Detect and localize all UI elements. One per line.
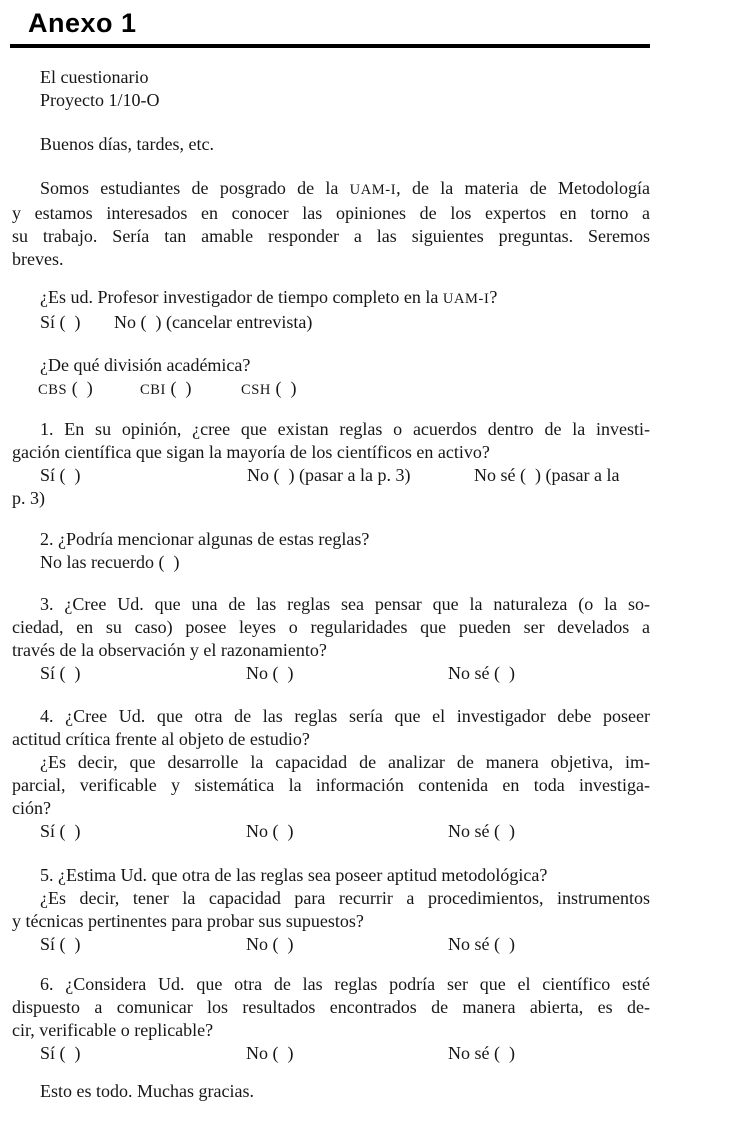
division-option-cbi [140,377,191,402]
screening-question [12,286,650,334]
question-3-answers [12,662,650,685]
question-5-sub-line-1: ¿Es decir, tener la capacidad para recurrir a procedimientos, instrumentos [40,888,650,908]
greeting-block [12,133,650,156]
question-2-answer: No las recuerdo ( ) [40,552,180,572]
intro-paragraph-line-3: su trabajo. Sería tan amable responder a las siguientes preguntas. Seremos [12,226,650,246]
question-6-line-1: 6. ¿Considera Ud. que otra de las reglas podría ser que el científico esté [40,974,650,994]
question-2 [12,528,650,574]
screening-question-text [12,286,650,311]
intro-line-2: Proyecto 1/10-O [40,90,160,110]
title-underline [10,44,650,48]
answer-option-no: No ( ) (pasar a la p. 3) [247,465,411,485]
answer-option-dontknow: No sé ( ) [448,663,515,683]
question-1-line-1: 1. En su opinión, ¿cree que existan reglas o acuerdos dentro de la investi- [40,419,650,439]
answer-option-yes: Sí ( ) [40,821,81,841]
screening-q-b: ? [489,287,498,307]
question-5-sub-line-2: y técnicas pertinentes para probar sus supuestos? [12,911,364,931]
intro-paragraph-line-2: y estamos interesados en conocer las opiniones de los expertos en torno a [12,203,650,223]
answer-option-dontknow: No sé ( ) [448,1043,515,1063]
csh-paren: ( ) [271,378,297,398]
question-1-line-2: gación científica que sigan la mayoría de los científicos en activo? [12,442,490,462]
intro-paragraph-l1b: , de la materia de Metodología [396,178,650,198]
text-column [12,8,650,1103]
question-3 [12,593,650,685]
answer-option-no: No ( ) [246,1043,294,1063]
question-3-line-2: ciedad, en su caso) posee leyes o regularidades que pueden ser develados a [12,617,650,637]
question-2-line-1: 2. ¿Podría mencionar algunas de estas reglas? [40,529,370,549]
answer-option-dontknow: No sé ( ) [448,821,515,841]
question-6-line-2: dispuesto a comunicar los resultados encontrados de manera abierta, es de- [12,997,650,1017]
question-4-answers [12,820,650,843]
answer-option-no: No ( ) (cancelar entrevista) [114,312,313,332]
division-option-cbs [38,377,93,402]
answer-option-yes: Sí ( ) [40,934,81,954]
question-1-answer-wrap: p. 3) [12,488,45,508]
cbs-acronym: CBS [38,382,68,398]
answer-option-yes: Sí ( ) [40,465,81,485]
closing-text: Esto es todo. Muchas gracias. [40,1081,254,1101]
question-4-sub-line-3: ción? [12,798,51,818]
division-question-text: ¿De qué división académica? [40,355,251,375]
question-4-sub-line-1: ¿Es decir, que desarrolle la capacidad de analizar de manera objetiva, im- [40,752,650,772]
question-5-line-1: 5. ¿Estima Ud. que otra de las reglas sea poseer aptitud metodológica? [40,865,548,885]
page-title: Anexo 1 [28,8,137,38]
question-5 [12,864,650,956]
division-option-csh [241,377,297,402]
answer-option-yes: Sí ( ) [40,312,81,332]
question-6 [12,973,650,1065]
question-3-line-1: 3. ¿Cree Ud. que una de las reglas sea pensar que la naturaleza (o la so- [40,594,650,614]
question-4-line-2: actitud crítica frente al objeto de estudio? [12,729,310,749]
greeting-line: Buenos días, tardes, etc. [40,134,214,154]
division-question [12,354,650,400]
answer-option-yes: Sí ( ) [40,663,81,683]
question-6-line-3: cir, verificable o replicable? [12,1020,214,1040]
cbi-paren: ( ) [165,378,192,398]
intro-line-1: El cuestionario [40,67,149,87]
question-5-answers [12,933,650,956]
closing-block [12,1080,650,1103]
answer-option-no: No ( ) [246,663,294,683]
intro-paragraph [12,177,650,271]
intro-paragraph-line-4: breves. [12,249,64,269]
question-4-line-1: 4. ¿Cree Ud. que otra de las reglas sería que el investigador debe poseer [40,706,650,726]
screening-answers [12,311,650,334]
answer-option-no: No ( ) [246,821,294,841]
answer-option-dontknow: No sé ( ) [448,934,515,954]
question-1 [12,418,650,510]
screening-q-a: ¿Es ud. Profesor investigador de tiempo completo en la [40,287,443,307]
cbi-acronym: CBI [140,382,166,398]
answer-option-no: No ( ) [246,934,294,954]
question-4-sub-line-2: parcial, verificable y sistemática la información contenida en toda investiga- [12,775,650,795]
division-options [12,377,650,400]
intro-paragraph-l1a: Somos estudiantes de posgrado de la [40,178,350,198]
question-4 [12,705,650,843]
csh-acronym: CSH [241,382,272,398]
uam-acronym: UAM-I [349,182,397,198]
question-3-line-3: través de la observación y el razonamiento? [12,640,327,660]
answer-option-yes: Sí ( ) [40,1043,81,1063]
answer-option-dontknow: No sé ( ) (pasar a la [474,465,620,485]
uam-acronym: UAM-I [442,291,490,307]
intro-paragraph-line-1 [12,177,650,202]
question-1-answers [12,464,650,487]
cbs-paren: ( ) [67,378,93,398]
question-6-answers [12,1042,650,1065]
intro-block [12,66,650,112]
